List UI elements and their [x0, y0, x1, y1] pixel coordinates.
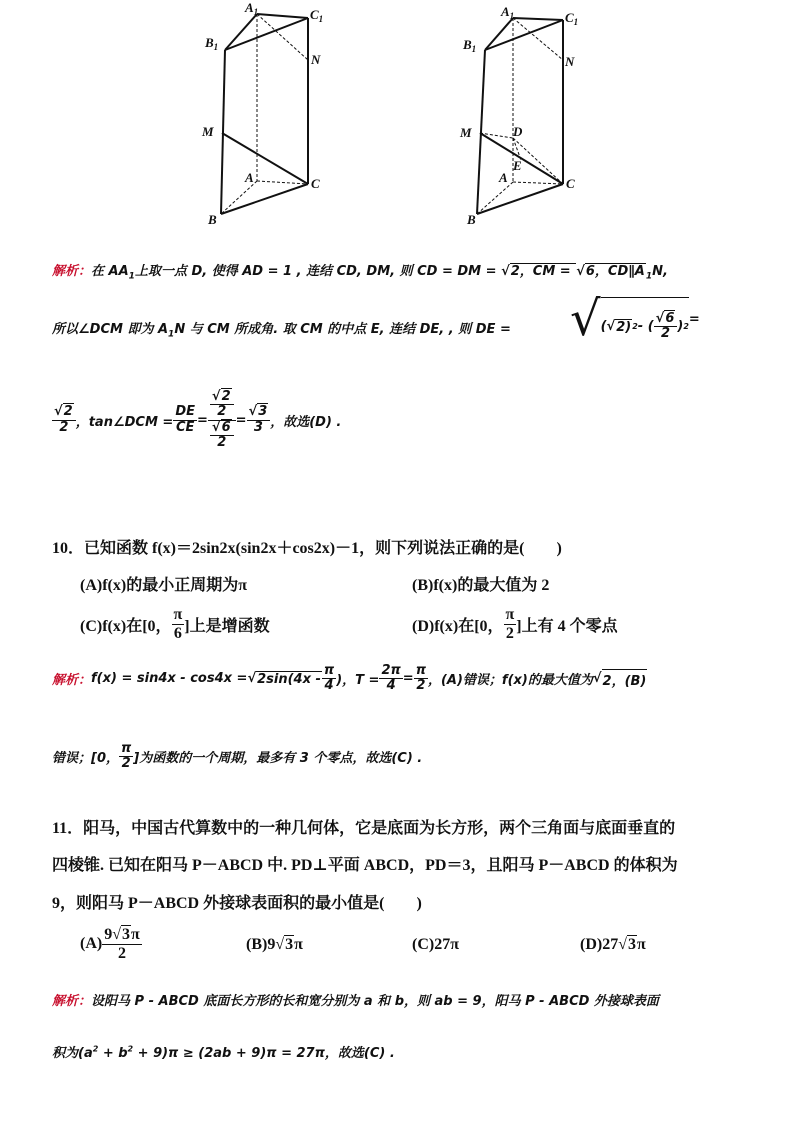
solution11-line1: 解析：设阳马 P - ABCD 底面长方形的长和宽分别为 a 和 b，则 ab = 9，阳马 P - ABCD 外接球表面 [52, 994, 659, 1009]
label-b1: $B_1$ [205, 35, 219, 52]
label-a1: $A_1$ [245, 0, 259, 17]
label-b1: $B_1$ [463, 37, 477, 54]
label-a: A [245, 170, 254, 185]
q10-option-d[interactable]: (D)f(x)在[0， $\frac{\pi}{2}$ ]上有 4 个零点 [412, 606, 618, 642]
q11-option-a[interactable]: (A) $\frac{9√3\pi}{2}$ [80, 926, 140, 962]
question11-line1: 11．阳马，中国古代算数中的一种几何体，它是底面为长方形，两个三角面与底面垂直的 [52, 820, 676, 837]
label-a1: $A_1$ [501, 4, 515, 21]
solution10-line1: 解析： f(x) = sin4x - cos4x = √ 2sin(4x - $\frac{\pi}{4}$ )，T = $\frac{2\pi}{4}$ = $\frac{\pi}{2}$ ，(A)错误；f(x)的最大值为 √ 2，(B) [52, 663, 647, 694]
q10-option-b[interactable]: (B)f(x)的最大值为 2 [412, 577, 550, 594]
label-n: N [311, 52, 321, 67]
label-b: B [208, 212, 217, 227]
question11-line3: 9，则阳马 P－ABCD 外接球表面积的最小值是( ) [52, 895, 422, 912]
label-a: A [499, 170, 508, 185]
label-c: C [311, 176, 320, 191]
solution9-line2: 所以∠DCM 即为 $A_1N$ 与 CM 所成角. 取 CM 的中点 E, 连结 DE, , 则 DE = [52, 322, 511, 340]
q11-option-b[interactable]: (B)9√3π [246, 936, 303, 953]
q10-option-a[interactable]: (A)f(x)的最小正周期为π [80, 577, 247, 594]
label-c1: $C_1$ [565, 10, 579, 27]
label-m: M [460, 125, 472, 140]
compound-fraction: $\frac{\frac{√2}{2}}{\frac{√6}{2}}$ [208, 390, 236, 450]
question11-line2: 四棱锥. 已知在阳马 P－ABCD 中. PD⊥平面 ABCD，PD＝3，且阳马 P－ABCD 的体积为 [52, 857, 678, 874]
label-c: C [566, 176, 575, 191]
q11-option-d[interactable]: (D)27√3π [580, 936, 646, 953]
label-e: E [513, 158, 522, 173]
solution11-line2: 积为$(a^2 + b^2 + 9)\pi \ge (2ab + 9)\pi = 27\pi$，故选(C) . [52, 1044, 395, 1061]
prism-figure-left [195, 0, 345, 230]
label-c1: $C_1$ [310, 7, 324, 24]
prism-figure-right [455, 0, 605, 230]
label-d: D [513, 124, 523, 139]
solution9-line1: 解析：在 $AA_1$上取一点 D, 使得 AD = 1 , 连结 CD, DM, 则 CD = DM = √2，CM = √6，$CD\parallel A_1N$, [52, 264, 668, 282]
label-b: B [467, 212, 476, 227]
solution10-line2: 错误；[0， $\frac{\pi}{2}$ ]为函数的一个周期，最多有 3 个零点，故选(C) . [52, 741, 423, 772]
label-n: N [565, 54, 575, 69]
q10-option-c[interactable]: (C)f(x)在[0， $\frac{\pi}{6}$ ]上是增函数 [80, 606, 270, 642]
solution9-line3: $\frac{√2}{2}$ ，tan∠DCM = $\frac{DE}{CE}$ = $\frac{\frac{√2}{2}}{\frac{√6}{2}}$ = $\frac{√3}{3}$ ，故选(D) . [54, 389, 342, 450]
label-m: M [202, 124, 214, 139]
solution9-de-radical: √ ( √ 2) 2 - ( $\frac{√6}{2}$ ) 2 = [570, 291, 700, 347]
frac-sqrt2-over-2: $\frac{√2}{2}$ [52, 405, 76, 435]
question10-stem: 10．已知函数 f(x)＝2sin2x(sin2x＋cos2x)－1，则下列说法正确的是( ) [52, 540, 562, 557]
q11-option-c[interactable]: (C)27π [412, 936, 459, 953]
solution-label: 解析： [52, 264, 92, 279]
